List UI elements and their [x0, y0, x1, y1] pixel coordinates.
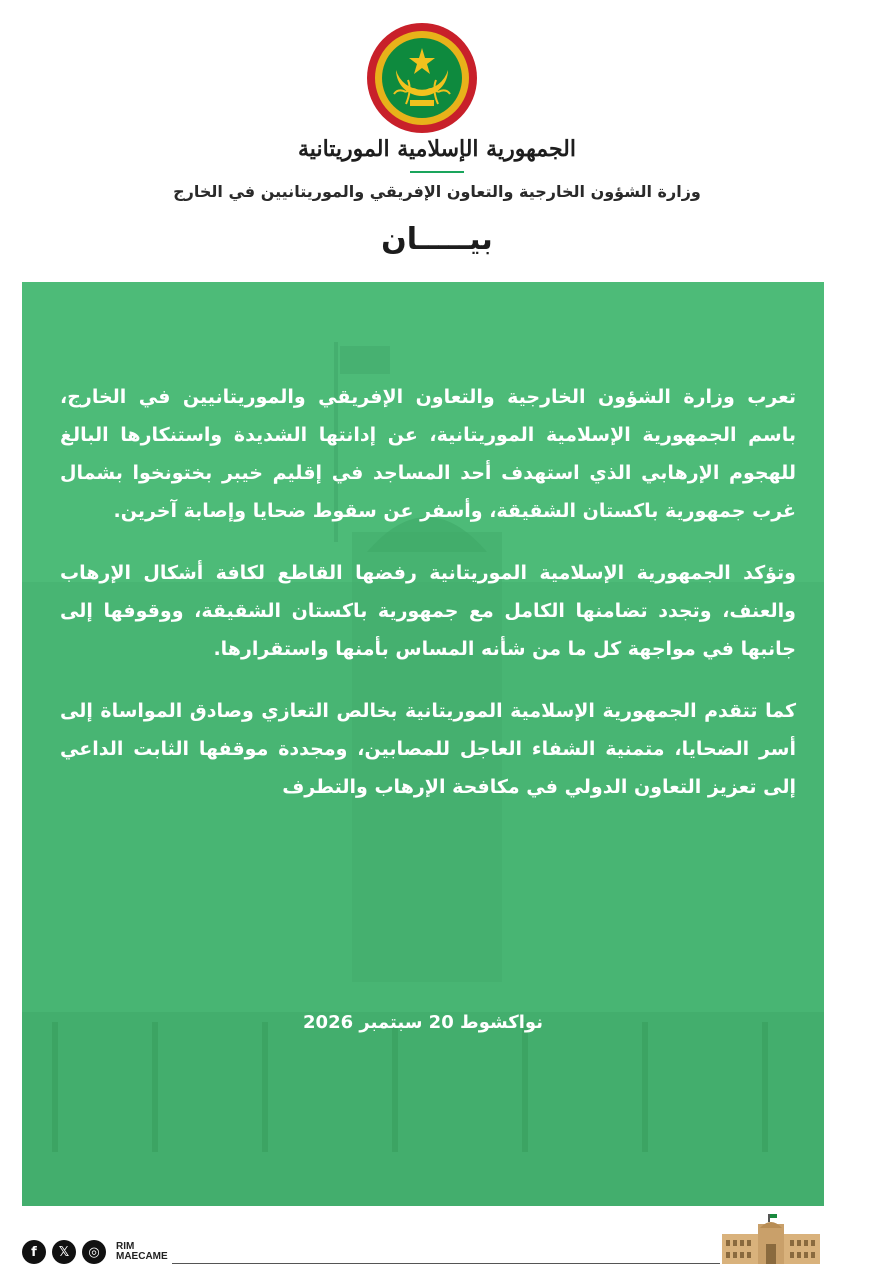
republic-title: الجمهورية الإسلامية الموريتانية	[298, 136, 576, 162]
document-type-heading: بيـــــان	[381, 222, 493, 257]
statement-body	[60, 378, 796, 830]
social-handle-line-1: RIM	[116, 1241, 135, 1252]
national-seal-logo	[366, 22, 478, 134]
place-and-date: نواكشوط 20 سبتمبر 2026	[303, 1012, 543, 1033]
ministry-name: وزارة الشؤون الخارجية والتعاون الإفريقي والموريتانيين في الخارج	[173, 182, 701, 201]
title-divider	[410, 171, 464, 173]
statement-paragraph-3: كما تتقدم الجمهورية الإسلامية الموريتانية بخالص التعازي وصادق المواساة إلى أسر الضحايا، متمنية الشفاء العاجل للمصابين، ومجددة موقفها الثابت الداعي إلى تعزيز التعاون الدولي في مكافحة الإرهاب والتطرف	[60, 700, 796, 798]
statement-paragraph-2: وتؤكد الجمهورية الإسلامية الموريتانية رفضها القاطع لكافة أشكال الإرهاب والعنف، وتجدد تضامنها الكامل مع جمهورية باكستان الشقيقة، ووقوفها إلى جانبها في مواجهة كل ما من شأنه المساس بأمنها واستقرارها.	[60, 562, 796, 660]
social-handle	[116, 1242, 168, 1262]
instagram-icon[interactable]: ◎	[82, 1240, 106, 1264]
footer-divider	[172, 1263, 720, 1264]
facebook-icon[interactable]: f	[22, 1240, 46, 1264]
statement-panel	[22, 282, 824, 1206]
ministry-building-illustration	[720, 1214, 822, 1266]
x-icon[interactable]: 𝕏	[52, 1240, 76, 1264]
social-handle-line-2: MAECAME	[116, 1251, 168, 1262]
statement-paragraph-1: تعرب وزارة الشؤون الخارجية والتعاون الإفريقي والموريتانيين في الخارج، باسم الجمهورية الإسلامية الموريتانية، عن إدانتها الشديدة واستنكارها البالغ للهجوم الإرهابي الذي استهدف أحد المساجد في إقليم خيبر بختونخوا بشمال غرب جمهورية باكستان الشقيقة، وأسفر عن سقوط ضحايا وإصابة آخرين.	[60, 386, 796, 522]
social-links	[22, 1238, 168, 1266]
